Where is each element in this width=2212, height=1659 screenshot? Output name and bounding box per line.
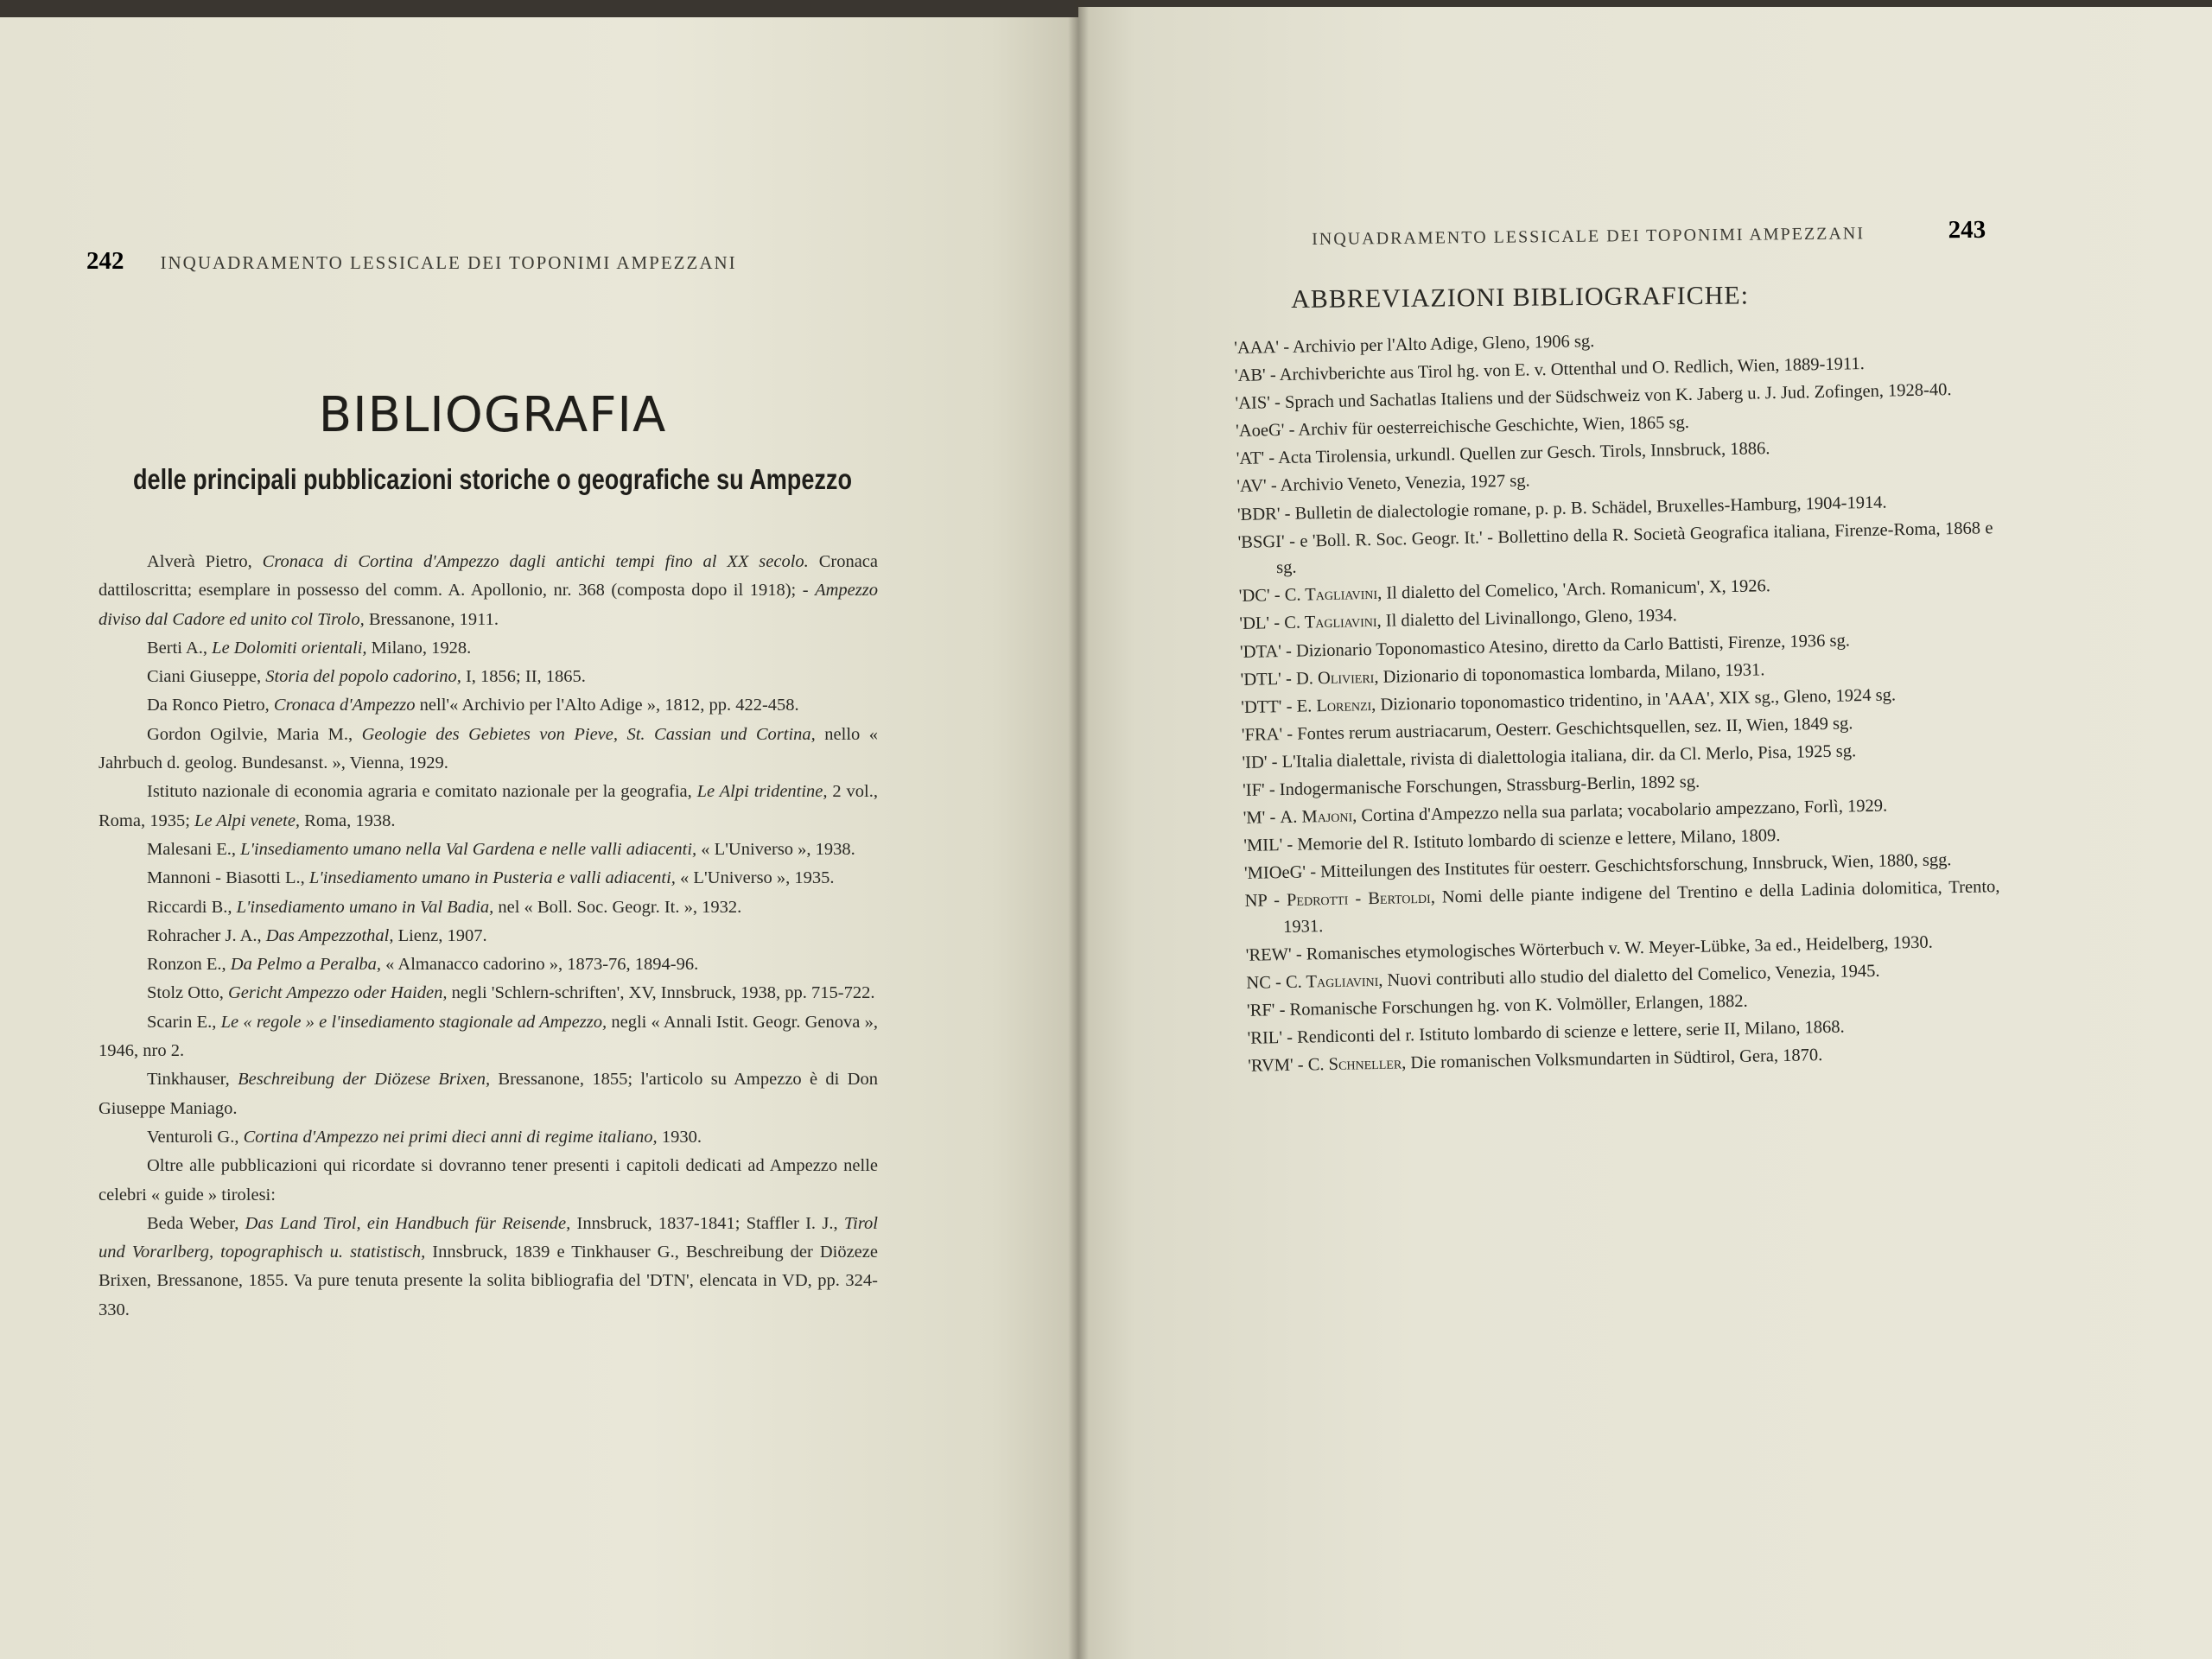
abbreviation-key: 'RIL' xyxy=(1247,1028,1283,1049)
abbreviation-text: Il dialetto del Comelico, 'Arch. Romanicum', X, 1926. xyxy=(1386,576,1771,604)
entry-title: Da Pelmo a Peralba, xyxy=(230,955,382,975)
entry-author: Stolz Otto, xyxy=(147,983,228,1003)
abbreviation-author: D. Olivieri, xyxy=(1295,667,1379,689)
bibliography-entry xyxy=(99,691,878,720)
entry-details: « Almanacco cadorino », 1873-76, 1894-96. xyxy=(381,955,699,975)
entry-details: I, 1856; II, 1865. xyxy=(461,667,586,687)
abbreviation-text: Dizionario di toponomastica lombarda, Milano, 1931. xyxy=(1382,659,1765,687)
bibliography-entry xyxy=(99,893,878,922)
abbreviation-text: Sprach und Sachatlas Italiens und der Südschweiz von K. Jaberg u. J. Jud. Zofingen, 1928-40. xyxy=(1284,380,1952,413)
abbreviations-title: ABBREVIAZIONI BIBLIOGRAFICHE: xyxy=(1291,281,1750,314)
abbreviation-key: 'BDR' xyxy=(1236,504,1281,524)
bibliography-entry xyxy=(99,1123,878,1152)
entry-details: Lienz, 1907. xyxy=(393,925,487,945)
abbreviation-key: 'AT' xyxy=(1236,448,1265,469)
bibliography-entry xyxy=(99,864,878,893)
entry-details: Bressanone, 1855; l'articolo su Ampezzo è di Don Giuseppe Maniago. xyxy=(99,1070,878,1118)
bibliography-entry xyxy=(99,548,878,634)
entry-author: Ciani Giuseppe, xyxy=(147,667,266,687)
entry-author: Beda Weber, xyxy=(147,1213,245,1233)
entry-author: Tinkhauser, xyxy=(147,1070,238,1090)
abbreviation-key: 'DTA' xyxy=(1239,641,1282,662)
bibliography-title: BIBLIOGRAFIA xyxy=(318,387,667,443)
entry-author: Venturoli G., xyxy=(147,1127,244,1147)
entry-title: Tirol und Vorarlberg, topographisch u. statistisch, xyxy=(99,1213,878,1262)
abbreviations-list xyxy=(1234,321,2003,1081)
entry-author: Alverà Pietro, xyxy=(147,552,263,571)
abbreviation-entry: 'AIS' - Sprach und Sachatlas Italiens und der Südschweiz von K. Jaberg u. J. Jud. Zofingen, 1928-40. xyxy=(1235,380,1952,414)
abbreviation-text: Archivio Veneto, Venezia, 1927 sg. xyxy=(1280,471,1530,496)
entry-details: « L'Universo », 1935. xyxy=(675,868,835,888)
abbreviation-author: C. Schneller, xyxy=(1307,1053,1407,1075)
bibliography-entry xyxy=(99,634,878,663)
entry-title: L'insediamento umano in Pusteria e valli adiacenti, xyxy=(308,868,676,888)
entry-author: Berti A., xyxy=(147,638,213,658)
entry-details: negli « Annali Istit. Geogr. Genova », 1946, nro 2. xyxy=(99,1012,878,1061)
abbreviation-text: Rendiconti del r. Istituto lombardo di scienze e lettere, serie II, Milano, 1868. xyxy=(1296,1017,1845,1048)
abbreviation-text: Romanisches etymologisches Wörterbuch v. W. Meyer-Lübke, 3a ed., Heidelberg, 1930. xyxy=(1306,932,1933,964)
abbreviation-key: NC xyxy=(1246,973,1272,994)
bibliography-entry xyxy=(99,979,878,1007)
entry-author: Da Ronco Pietro, xyxy=(147,696,274,715)
abbreviation-entry: 'M' - A. Majoni, Cortina d'Ampezzo nella sua parlata; vocabolario ampezzano, Forlì, 1929. xyxy=(1243,796,1888,828)
bibliography-entry xyxy=(99,950,878,979)
bibliography-subtitle: delle principali pubblicazioni storiche o geografiche su Ampezzo xyxy=(133,463,852,495)
entry-title: Le Dolomiti orientali, xyxy=(212,638,367,658)
abbreviation-entry: 'REW' - Romanisches etymologisches Wörterbuch v. W. Meyer-Lübke, 3a ed., Heidelberg, 1930. xyxy=(1245,932,1933,965)
abbreviation-key: 'AIS' xyxy=(1235,393,1271,414)
entry-title: L'insediamento umano in Val Badia, xyxy=(236,897,494,917)
entry-title: Geologie des Gebietes von Pieve, St. Cassian und Cortina, xyxy=(361,724,816,744)
entry-details: Milano, 1928. xyxy=(366,638,472,658)
right-page-number: 243 xyxy=(1948,215,1986,245)
entry-details: negli 'Schlern-schriften', XV, Innsbruck, 1938, pp. 715-722. xyxy=(447,983,875,1003)
abbreviation-entry: 'DTA' - Dizionario Toponomastico Atesino, diretto da Carlo Battisti, Firenze, 1936 sg. xyxy=(1239,630,1851,662)
abbreviation-author: C. Tagliavini, xyxy=(1284,584,1382,606)
abbreviation-key: 'AV' xyxy=(1236,476,1267,497)
abbreviation-entry: 'IF' - Indogermanische Forschungen, Strassburg-Berlin, 1892 sg. xyxy=(1242,772,1700,800)
abbreviation-text: Bulletin de dialectologie romane, p. p. B. Schädel, Bruxelles-Hamburg, 1904-1914. xyxy=(1294,493,1887,524)
abbreviation-key: 'BSGI' xyxy=(1237,531,1285,552)
entry-title: Das Land Tirol, ein Handbuch für Reisende, xyxy=(245,1213,571,1233)
abbreviation-key: 'MIL' xyxy=(1243,836,1283,856)
abbreviation-key: 'DL' xyxy=(1239,613,1270,634)
abbreviation-key: 'DTL' xyxy=(1240,669,1282,690)
abbreviation-entry: 'AoeG' - Archiv für oesterreichische Geschichte, Wien, 1865 sg. xyxy=(1235,413,1690,442)
entry-details: nello « Jahrbuch d. geolog. Bundesanst. », Vienna, 1929. xyxy=(99,724,878,773)
entry-details: Roma, 1938. xyxy=(300,810,396,830)
abbreviation-text: Romanische Forschungen hg. von K. Volmöller, Erlangen, 1882. xyxy=(1289,991,1748,1020)
entry-author: Mannoni - Biasotti L., xyxy=(147,868,309,888)
bibliography-entry xyxy=(99,1065,878,1123)
bibliography-entry xyxy=(99,1152,878,1210)
entry-title: Ampezzo diviso dal Cadore ed unito col Tirolo, xyxy=(99,581,878,629)
abbreviation-text: Fontes rerum austriacarum, Oesterr. Geschichtsquellen, sez. II, Wien, 1849 sg. xyxy=(1297,714,1853,744)
entry-author: Oltre alle pubblicazioni qui ricordate si dovranno tener presenti i capitoli dedicati ad Ampezzo nelle celebri « guide » tirolesi: xyxy=(99,1156,878,1205)
left-page-header xyxy=(86,247,864,276)
abbreviation-key: 'AAA' xyxy=(1234,338,1280,358)
bibliography-list xyxy=(99,548,878,1325)
abbreviation-text: Memorie del R. Istituto lombardo di scienze e lettere, Milano, 1809. xyxy=(1297,826,1781,855)
entry-title: Storia del popolo cadorino, xyxy=(265,667,461,687)
abbreviation-author: A. Majoni, xyxy=(1280,806,1357,828)
bibliography-entry xyxy=(99,721,878,779)
abbreviation-entry: 'DC' - C. Tagliavini, Il dialetto del Comelico, 'Arch. Romanicum', X, 1926. xyxy=(1238,576,1771,607)
abbreviation-entry: 'FRA' - Fontes rerum austriacarum, Oesterr. Geschichtsquellen, sez. II, Wien, 1849 sg. xyxy=(1241,714,1853,745)
abbreviation-key: 'DC' xyxy=(1238,586,1270,607)
abbreviation-key: NP xyxy=(1244,891,1268,912)
abbreviation-entry: 'RIL' - Rendiconti del r. Istituto lombardo di scienze e lettere, serie II, Milano, 1868. xyxy=(1247,1017,1845,1049)
bibliography-entry xyxy=(99,836,878,864)
abbreviation-key: 'ID' xyxy=(1242,753,1268,772)
abbreviation-key: 'FRA' xyxy=(1241,724,1283,745)
entry-title: Le Alpi tridentine, xyxy=(696,782,828,802)
abbreviation-text: e 'Boll. R. Soc. Geogr. It.' - Bollettino della R. Società Geografica italiana, Firenze-Roma, 1868 e sg. xyxy=(1275,518,1993,578)
abbreviation-entry: 'RVM' - C. Schneller, Die romanischen Volksmundarten in Südtirol, Gera, 1870. xyxy=(1248,1046,1823,1077)
entry-title: Beschreibung der Diözese Brixen, xyxy=(238,1070,491,1090)
abbreviation-text: L'Italia dialettale, rivista di dialettologia italiana, dir. da Cl. Merlo, Pisa, 1925 sg. xyxy=(1281,741,1857,772)
entry-details: nell'« Archivio per l'Alto Adige », 1812, pp. 422-458. xyxy=(415,696,799,715)
abbreviation-key: 'DTT' xyxy=(1241,696,1282,717)
entry-details: Cronaca dattiloscritta; esemplare in possesso del comm. A. Apollonio, nr. 368 (composta dopo il 1918); - xyxy=(99,552,878,601)
entry-title: Cronaca di Cortina d'Ampezzo dagli antichi tempi fino al XX secolo. xyxy=(262,552,809,571)
entry-details: nel « Boll. Soc. Geogr. It. », 1932. xyxy=(493,897,742,917)
entry-title: Das Ampezzothal, xyxy=(265,925,394,945)
bibliography-entry xyxy=(99,778,878,836)
abbreviation-text: Archivio per l'Alto Adige, Gleno, 1906 sg. xyxy=(1292,331,1595,357)
entry-title: Cronaca d'Ampezzo xyxy=(273,696,416,715)
abbreviation-entry: 'MIL' - Memorie del R. Istituto lombardo di scienze e lettere, Milano, 1809. xyxy=(1243,826,1781,856)
entry-author: Ronzon E., xyxy=(147,955,231,975)
abbreviation-text: Cortina d'Ampezzo nella sua parlata; vocabolario ampezzano, Forlì, 1929. xyxy=(1361,796,1888,826)
abbreviation-text: Il dialetto del Livinallongo, Gleno, 1934. xyxy=(1385,606,1678,632)
abbreviation-text: Archiv für oesterreichische Geschichte, Wien, 1865 sg. xyxy=(1298,413,1690,440)
book-gutter xyxy=(1068,0,1089,1659)
abbreviation-author: C. Tagliavini, xyxy=(1283,612,1382,633)
left-running-head: INQUADRAMENTO LESSICALE DEI TOPONIMI AMPEZZANI xyxy=(160,252,737,273)
abbreviation-entry: NC - C. Tagliavini, Nuovi contributi allo studio del dialetto del Comelico, Venezia, 1945. xyxy=(1246,961,1880,994)
bibliography-entry xyxy=(99,663,878,691)
entry-title: L'insediamento umano nella Val Gardena e nelle valli adiacenti, xyxy=(240,839,697,859)
abbreviation-key: 'IF' xyxy=(1242,780,1265,800)
bibliography-entry xyxy=(99,1210,878,1325)
abbreviation-text: Acta Tirolensia, urkundl. Quellen zur Gesch. Tirols, Innsbruck, 1886. xyxy=(1277,439,1770,468)
abbreviation-author: E. Lorenzi, xyxy=(1296,695,1376,716)
abbreviation-text: Nuovi contributi allo studio del dialetto del Comelico, Venezia, 1945. xyxy=(1387,961,1880,990)
left-page-number: 242 xyxy=(86,247,124,275)
right-running-head: INQUADRAMENTO LESSICALE DEI TOPONIMI AMPEZZANI xyxy=(1312,224,1866,249)
abbreviation-entry: 'RF' - Romanische Forschungen hg. von K. Volmöller, Erlangen, 1882. xyxy=(1246,991,1748,1021)
abbreviation-key: 'AoeG' xyxy=(1235,421,1285,442)
entry-author: Gordon Ogilvie, Maria M., xyxy=(147,724,362,744)
abbreviation-entry: 'ID' - L'Italia dialettale, rivista di dialettologia italiana, dir. da Cl. Merlo, Pisa, 1925 sg. xyxy=(1242,741,1857,772)
abbreviation-entry: 'DTL' - D. Olivieri, Dizionario di toponomastica lombarda, Milano, 1931. xyxy=(1240,659,1765,690)
abbreviation-entry: 'AAA' - Archivio per l'Alto Adige, Gleno, 1906 sg. xyxy=(1234,331,1595,358)
abbreviation-text: Indogermanische Forschungen, Strassburg-Berlin, 1892 sg. xyxy=(1279,772,1700,800)
bibliography-entry xyxy=(99,1008,878,1066)
abbreviation-key: 'MIOeG' xyxy=(1243,862,1306,884)
entry-title: Le Alpi venete, xyxy=(194,810,301,830)
entry-author: Scarin E., xyxy=(147,1012,221,1032)
abbreviation-entry: 'BDR' - Bulletin de dialectologie romane, p. p. B. Schädel, Bruxelles-Hamburg, 1904-1914. xyxy=(1236,493,1887,524)
entry-details: Innsbruck, 1839 e Tinkhauser G., Beschreibung der Diözeze Brixen, Bressanone, 1855. Va pure tenuta presente la solita bibliografia del 'DTN', elencata in VD, pp. 324-330. xyxy=(99,1243,878,1319)
entry-details: Bressanone, 1911. xyxy=(364,609,499,629)
abbreviation-entry: 'AB' - Archivberichte aus Tirol hg. von E. v. Ottenthal und O. Redlich, Wien, 1889-1911. xyxy=(1234,354,1865,386)
abbreviation-entry: 'MIOeG' - Mitteilungen des Institutes für oesterr. Geschichtsforschung, Innsbruck, Wien, 1880, sgg. xyxy=(1243,850,1952,884)
entry-details: Innsbruck, 1837-1841; Staffler I. J., xyxy=(570,1213,844,1233)
abbreviation-key: 'REW' xyxy=(1245,944,1292,965)
abbreviation-entry: 'DL' - C. Tagliavini, Il dialetto del Livinallongo, Gleno, 1934. xyxy=(1239,606,1678,634)
entry-author: Istituto nazionale di economia agraria e comitato nazionale per la geografia, xyxy=(147,782,697,802)
abbreviation-author: C. Tagliavini, xyxy=(1285,970,1383,993)
abbreviation-key: 'AB' xyxy=(1234,365,1266,386)
abbreviation-key: 'M' xyxy=(1243,808,1266,828)
abbreviation-text: Dizionario Toponomastico Atesino, diretto da Carlo Battisti, Firenze, 1936 sg. xyxy=(1295,630,1851,661)
abbreviation-text: Nomi delle piante indigene del Trentino e della Ladinia dolomitica, Trento, 1931. xyxy=(1282,877,2000,937)
abbreviation-entry: 'AT' - Acta Tirolensia, urkundl. Quellen zur Gesch. Tirols, Innsbruck, 1886. xyxy=(1236,439,1770,469)
abbreviation-author: Pedrotti - Bertoldi, xyxy=(1286,888,1436,911)
abbreviation-text: Die romanischen Volksmundarten in Südtirol, Gera, 1870. xyxy=(1410,1046,1823,1073)
abbreviation-entry: 'BSGI' - e 'Boll. R. Soc. Geogr. It.' - Bollettino della R. Società Geografica italiana, Firenze-Roma, 1868 e sg. xyxy=(1237,518,1993,578)
abbreviation-key: 'RVM' xyxy=(1248,1056,1294,1077)
entry-author: Riccardi B., xyxy=(147,897,237,917)
abbreviation-key: 'RF' xyxy=(1246,1001,1275,1021)
abbreviation-text: Dizionario toponomastico tridentino, in 'AAA', XIX sg., Gleno, 1924 sg. xyxy=(1380,685,1897,715)
entry-title: Cortina d'Ampezzo nei primi dieci anni di regime italiano, xyxy=(243,1127,658,1147)
entry-author: Rohracher J. A., xyxy=(147,925,266,945)
entry-details: 2 vol., Roma, 1935; xyxy=(99,782,878,830)
abbreviation-text: Archivberichte aus Tirol hg. von E. v. Ottenthal und O. Redlich, Wien, 1889-1911. xyxy=(1279,354,1865,385)
entry-title: Gericht Ampezzo oder Haiden, xyxy=(227,983,448,1003)
abbreviation-entry: NP - Pedrotti - Bertoldi, Nomi delle piante indigene del Trentino e della Ladinia dolomitica, Trento, 1931. xyxy=(1244,877,2000,937)
entry-details: 1930. xyxy=(657,1127,702,1147)
abbreviation-entry: 'DTT' - E. Lorenzi, Dizionario toponomastico tridentino, in 'AAA', XIX sg., Gleno, 1924 sg. xyxy=(1241,685,1897,717)
entry-author: Malesani E., xyxy=(147,839,241,859)
bibliography-entry xyxy=(99,922,878,950)
entry-title: Le « regole » e l'insediamento stagionale ad Ampezzo, xyxy=(220,1012,607,1032)
entry-details: « L'Universo », 1938. xyxy=(696,839,855,859)
abbreviation-text: Mitteilungen des Institutes für oesterr. Geschichtsforschung, Innsbruck, Wien, 1880, sgg. xyxy=(1319,850,1952,882)
abbreviation-entry: 'AV' - Archivio Veneto, Venezia, 1927 sg. xyxy=(1236,471,1530,497)
